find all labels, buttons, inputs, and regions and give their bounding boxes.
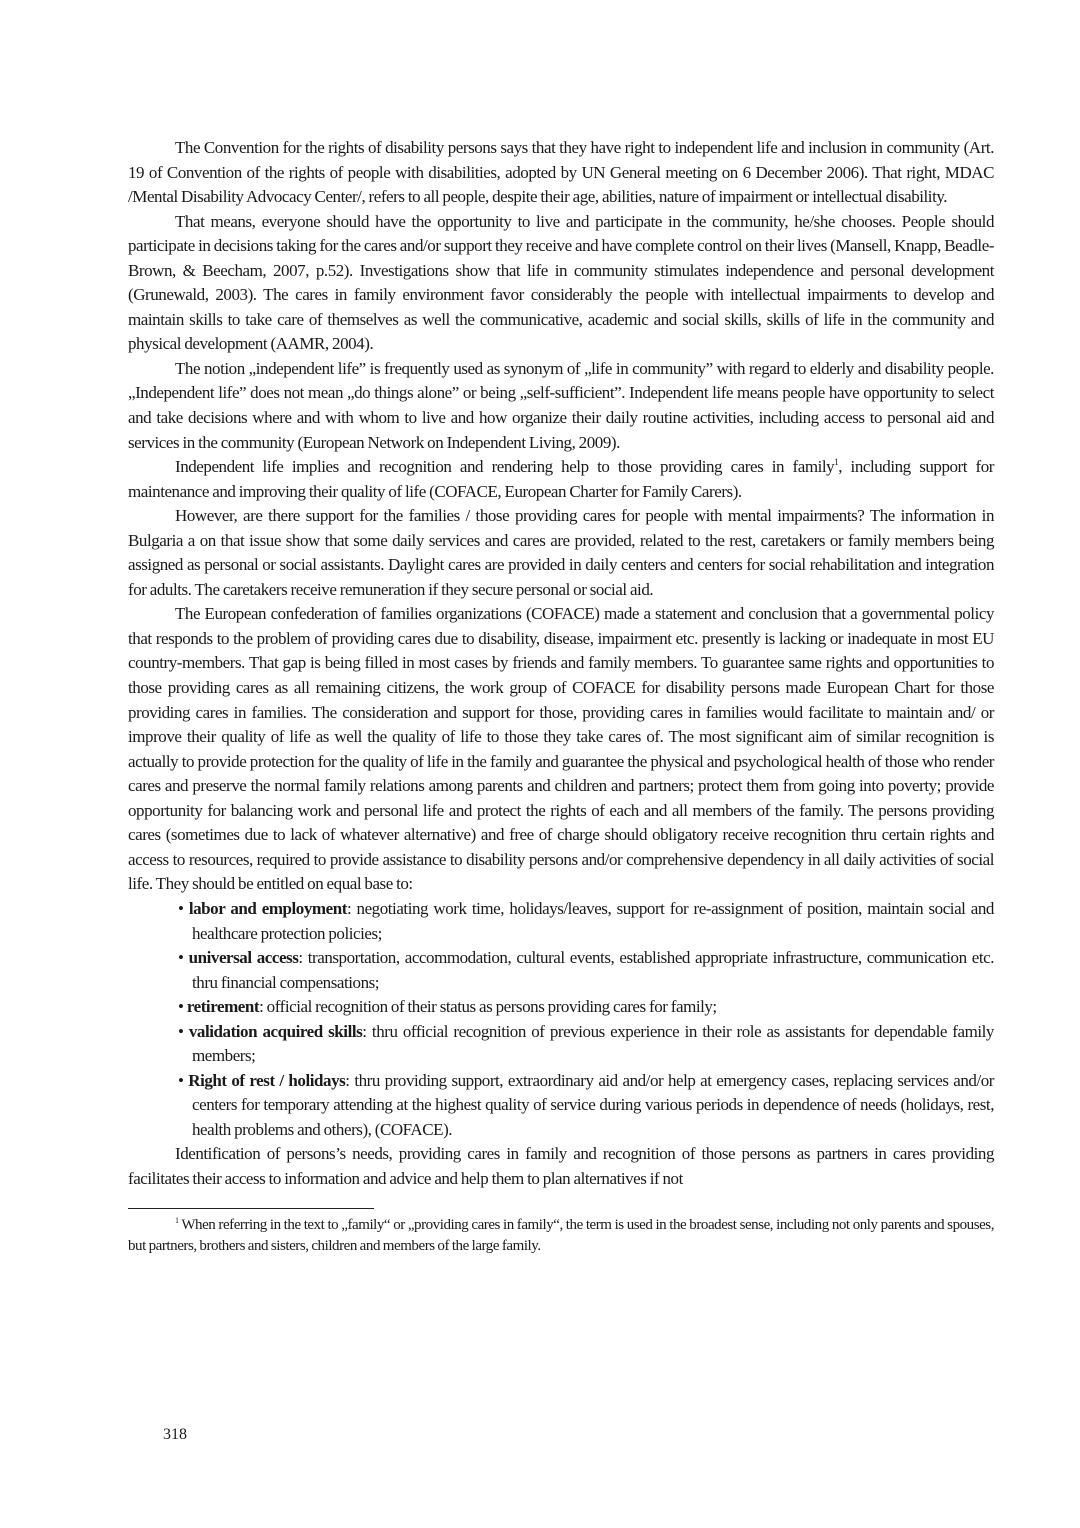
- paragraph: The European confederation of families organizations (COFACE) made a statement and conclusion that a governmental policy that responds to the problem of providing cares due to disability, disease, impairment etc. presently is lacking or inadequate in most EU country-members. That gap is being filled in most cases by friends and family members. To guarantee same rights and opportunities to those providing cares as all remaining citizens, the work group of COFACE for disability persons made European Chart for those providing cares in families. The consideration and support for those, providing cares in families would facilitate to maintain and/ or improve their quality of life as well the quality of life to those they take cares of. The most significant aim of similar recognition is actually to provide protection for the quality of life in the family and guarantee the physical and psychological health of those who render cares and preserve the normal family relations among parents and children and partners; protect them from going into poverty; provide opportunity for balancing work and personal life and protect the rights of each and all members of the family. The persons providing cares (sometimes due to lack of whatever alternative) and free of charge should obligatory receive recognition thru certain rights and access to resources, required to provide assistance to disability persons and/or comprehensive dependency in all daily activities of social life. They should be entitled on equal base to:: [128, 604, 994, 894]
- bullet: •: [178, 1070, 184, 1090]
- bullet-term: retirement: [186, 997, 260, 1017]
- paragraph: The Convention for the rights of disability persons says that they have right to independent life and inclusion in community (Art. 19 of Convention of the rights of people with disabilities, adopted by UN General meeting on 6 December 2006). That right, MDAC /Mental Disability Advocacy Center/, refers to all people, despite their age, abilities, nature of impairment or intellectual disability.: [128, 138, 994, 207]
- page-number: 318: [163, 1426, 187, 1443]
- paragraph-text: , including support for maintenance and improving their quality of life (COFACE, European Charter for Family Carers).: [128, 457, 995, 501]
- bullet-text: : thru providing support, extraordinary aid and/or help at emergency cases, replacing services and/or centers for temporary attending at the highest quality of service during various periods in dependence of needs (holidays, rest, health problems and others), (COFACE).: [192, 1070, 994, 1139]
- document-body: [128, 136, 994, 1257]
- bullet: •: [178, 898, 184, 918]
- bullet-term: universal access: [188, 948, 299, 968]
- entitlement-list: [128, 897, 994, 1142]
- bullet-text: : transportation, accommodation, cultural events, established appropriate infrastructure, communication etc. thru financial compensations;: [192, 948, 994, 992]
- paragraph: Identification of persons’s needs, providing cares in family and recognition of those persons as partners in cares providing facilitates their access to information and advice and help them to plan alternatives if not: [128, 1144, 994, 1188]
- paragraph-text: Independent life implies and recognition and rendering help to those providing cares in family: [175, 457, 835, 477]
- paragraph: [128, 455, 994, 504]
- paragraph: The notion „independent life” is frequently used as synonym of „life in community” with regard to elderly and disability people. „Independent life” does not mean „do things alone” or being „self-sufficient”. Independent life means people have opportunity to select and take decisions where and with whom to live and how organize their daily routine activities, including access to personal aid and services in the community (European Network on Independent Living, 2009).: [128, 358, 994, 452]
- list-item: [178, 897, 994, 946]
- footnote-divider: [128, 1208, 374, 1209]
- bullet-text: : thru official recognition of previous experience in their role as assistants for dependable family members;: [192, 1021, 994, 1066]
- footnote: [128, 1215, 994, 1257]
- list-item: [178, 1069, 994, 1143]
- paragraph: However, are there support for the families / those providing cares for people with mental impairments? The information in Bulgaria a on that issue show that some daily services and cares are provided, related to the rest, caretakers or family members being assigned as personal or social assistants. Daylight cares are provided in daily centers and centers for social rehabilitation and integration for adults. The caretakers receive remuneration if they secure personal or social aid.: [128, 506, 994, 599]
- paragraph: That means, everyone should have the opportunity to live and participate in the community, he/she chooses. People should participate in decisions taking for the cares and/or support they receive and have complete control on their lives (Mansell, Knapp, Beadle-Brown, & Beecham, 2007, p.52). Investigations show that life in community stimulates independence and personal development (Grunewald, 2003). The cares in family environment favor considerably the people with intellectual impairments to develop and maintain skills to take care of themselves as well the communicative, academic and social skills, skills of life in the community and physical development (AAMR, 2004).: [128, 211, 994, 354]
- footnote-text: When referring in the text to „family“ or „providing cares in family“, the term is used in the broadest sense, including not only parents and spouses, but partners, brothers and sisters, children and members of the large family.: [128, 1216, 994, 1254]
- bullet: •: [178, 997, 184, 1017]
- footnote-reference[interactable]: 1: [834, 457, 839, 468]
- list-item: [178, 995, 994, 1020]
- bullet-term: validation acquired skills: [188, 1021, 363, 1041]
- bullet: •: [178, 948, 184, 968]
- list-item: [178, 1020, 994, 1069]
- bullet-term: Right of rest / holidays: [188, 1070, 346, 1090]
- list-item: [178, 946, 994, 995]
- bullet: •: [178, 1021, 184, 1041]
- bullet-text: : official recognition of their status as persons providing cares for family;: [259, 997, 717, 1017]
- bullet-text: : negotiating work time, holidays/leaves, support for re-assignment of position, maintain social and healthcare protection policies;: [192, 898, 994, 943]
- bullet-term: labor and employment: [188, 898, 347, 918]
- footnote-number: 1: [175, 1215, 179, 1225]
